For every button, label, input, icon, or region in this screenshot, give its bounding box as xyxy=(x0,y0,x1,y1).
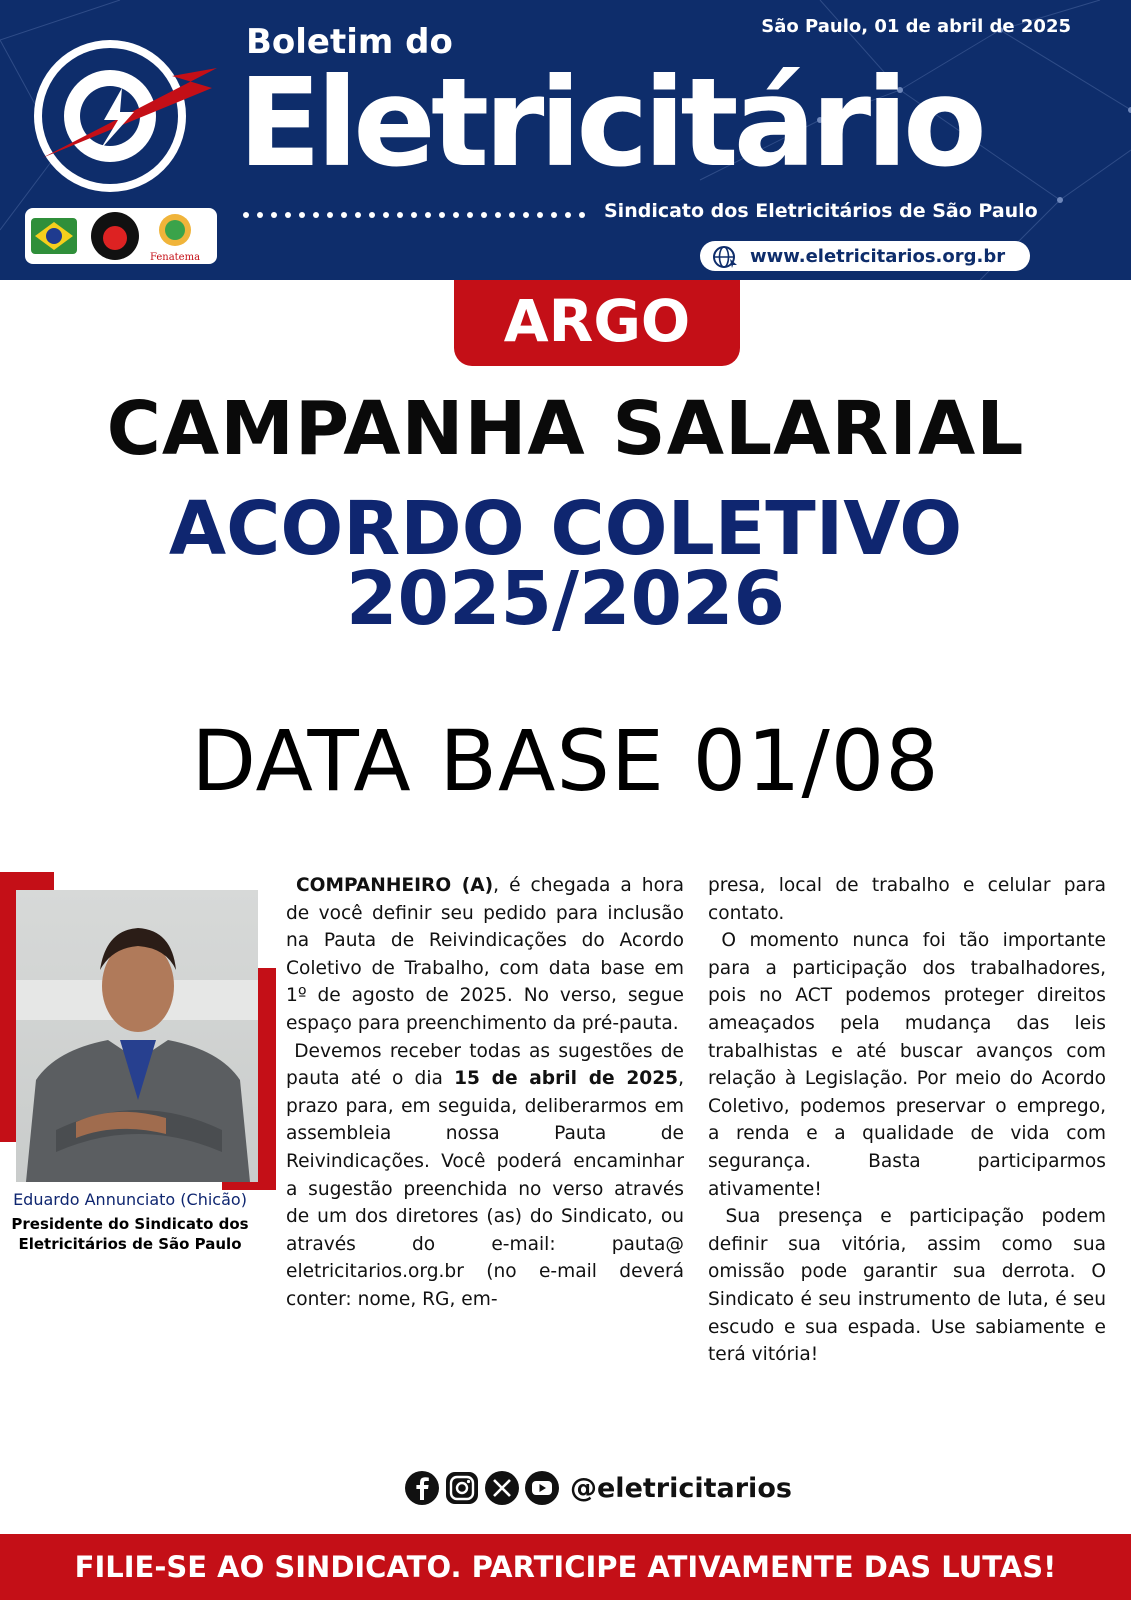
president-photo xyxy=(16,890,258,1182)
paragraph-2 xyxy=(286,1038,684,1314)
masthead xyxy=(0,0,1131,280)
president-photo-frame xyxy=(0,872,276,1190)
paragraph-1-text: , é chegada a hora de você definir seu pedido para inclusão na Pauta de Reivindicações do Acordo Coletivo de Trabalho, com data base em 1º de agosto de 2025. No verso, segue espaço para preenchimento da pré-pauta. xyxy=(286,875,684,1034)
subheadline xyxy=(0,486,1131,642)
footer-banner: FILIE-SE AO SINDICATO. PARTICIPE ATIVAMENTE DAS LUTAS! xyxy=(0,1534,1131,1600)
forca-sindical-icon xyxy=(91,212,139,260)
caption-role-line-1: Presidente do Sindicato dos xyxy=(11,1215,249,1233)
masthead-subtitle: Sindicato dos Eletricitários de São Paulo xyxy=(604,200,1038,222)
article-column-2 xyxy=(708,872,1106,1369)
fenatema-icon xyxy=(150,214,200,263)
photo-caption-role xyxy=(0,1214,260,1254)
svg-text:Fenatema: Fenatema xyxy=(149,252,201,263)
base-date: DATA BASE 01/08 xyxy=(191,712,940,810)
paragraph-1 xyxy=(286,872,684,1038)
paragraph-3-text: O momento nunca foi tão importante para a participação dos trabalhadores, pois no ACT podemos proteger direitos ameaçados pela mudança das leis trabalhistas e até buscar avanços com relação à Legislação. Por meio do Acordo Coletivo, podemos preservar o emprego, a renda e a qualidade de vida com segurança. Basta participarmos ativamente! xyxy=(708,930,1106,1200)
caption-role-line-2: Eletricitários de São Paulo xyxy=(18,1235,242,1253)
partner-logos xyxy=(25,208,217,264)
masthead-prefix: Boletim do xyxy=(246,22,453,62)
union-seal-logo xyxy=(22,28,222,198)
headline: CAMPANHA SALARIAL xyxy=(106,386,1025,472)
deadline: 15 de abril de 2025 xyxy=(454,1068,679,1090)
website-link[interactable] xyxy=(700,241,1030,271)
paragraph-2-text-a: Devemos receber todas as sugestões de pauta até o dia xyxy=(286,1040,684,1090)
issue-date: São Paulo, 01 de abril de 2025 xyxy=(761,16,1071,37)
greeting: COMPANHEIRO (A) xyxy=(296,875,494,896)
globe-icon xyxy=(712,245,738,269)
x-icon[interactable] xyxy=(484,1470,520,1506)
website-url: www.eletricitarios.org.br xyxy=(750,245,1006,267)
paragraph-2-continued: presa, local de trabalho e celular para contato. xyxy=(708,875,1106,924)
youtube-icon[interactable] xyxy=(524,1470,560,1506)
facebook-icon[interactable] xyxy=(404,1470,440,1506)
brazil-flag-icon xyxy=(31,218,77,254)
social-bar xyxy=(404,1468,792,1508)
company-tag: ARGO xyxy=(454,280,740,366)
paragraph-4 xyxy=(708,1203,1106,1369)
subheadline-line-1: ACORDO COLETIVO xyxy=(168,486,963,572)
article-column-1 xyxy=(286,872,684,1314)
social-handle[interactable]: @eletricitarios xyxy=(570,1472,792,1504)
subheadline-line-2: 2025/2026 xyxy=(346,556,785,642)
instagram-icon[interactable] xyxy=(444,1470,480,1506)
paragraph-3 xyxy=(708,927,1106,1203)
masthead-title: Eletricitário xyxy=(238,52,982,194)
dotted-divider xyxy=(240,204,590,226)
photo-caption-name: Eduardo Annunciato (Chicão) xyxy=(13,1190,247,1209)
paragraph-2-text-b: , prazo para, em seguida, deliberarmos em assembleia nossa Pauta de Reivindicações. Você poderá encaminhar a sugestão preenchida no verso através de um dos diretores (as) do Sindicato, ou através do e-mail: pauta@ eletricitarios.org.br (no e-mail deverá conter: nome, RG, em- xyxy=(286,1068,685,1310)
paragraph-4-text: Sua presença e participação podem definir sua vitória, assim como sua omissão pode garantir sua derrota. O Sindicato é seu instrumento de luta, é seu escudo e sua espada. Use sabiamente e terá vitória! xyxy=(708,1206,1106,1366)
